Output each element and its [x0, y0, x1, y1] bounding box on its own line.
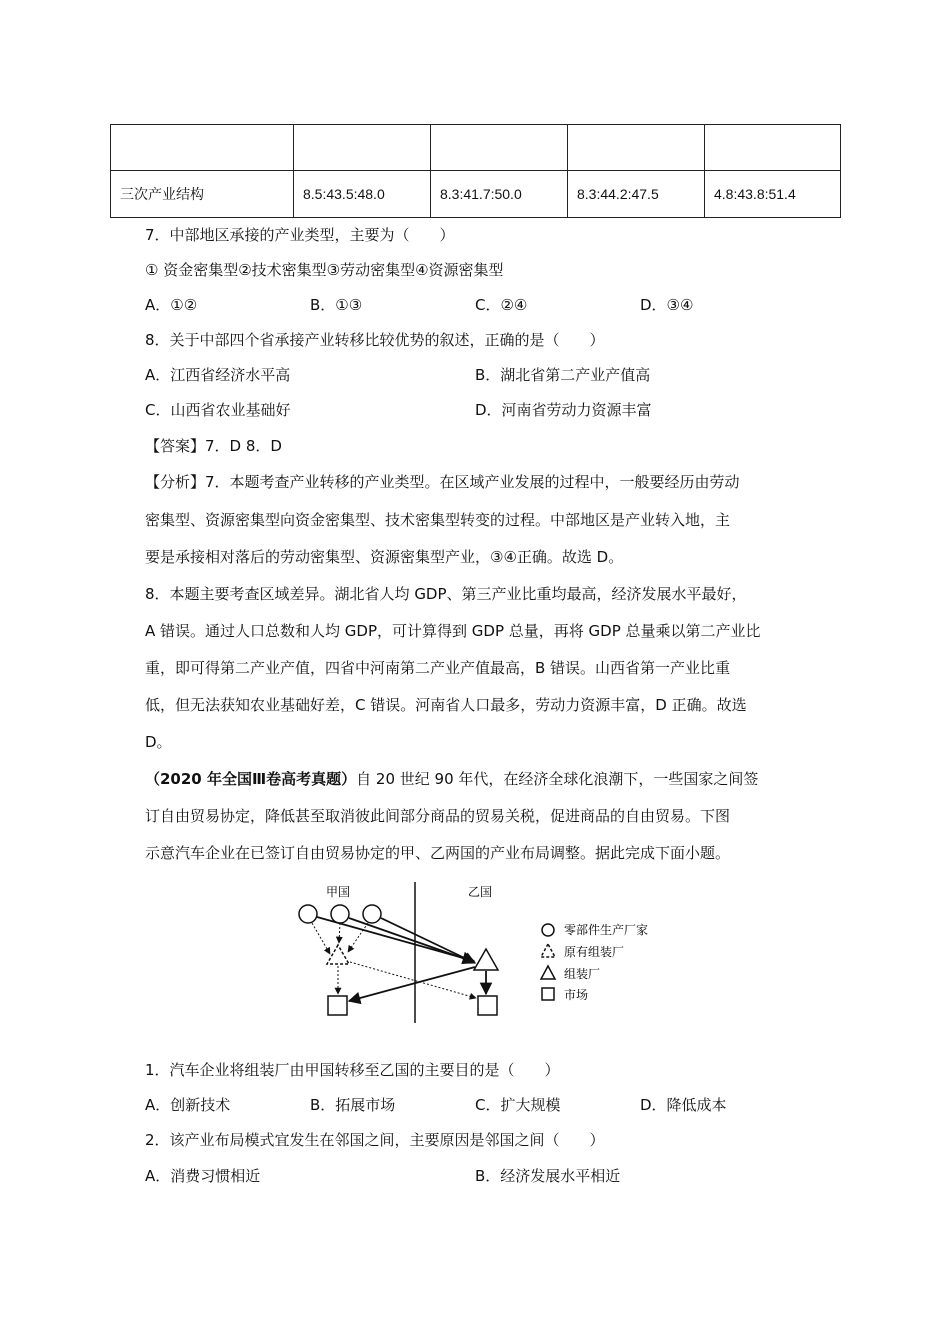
analysis-line: A 错误。通过人口总数和人均 GDP，可计算得到 GDP 总量，再将 GDP 总量乘以第二产业比	[145, 622, 761, 640]
question-1-option-a: A．创新技术	[145, 1096, 231, 1114]
intro-line-2: 订自由贸易协定，降低甚至取消彼此间部分商品的贸易关税，促进商品的自由贸易。下图	[145, 807, 731, 825]
table-cell	[431, 125, 568, 171]
table-row	[111, 125, 841, 171]
legend-assembly-icon	[541, 966, 555, 979]
table-cell: 4.8:43.8:51.4	[705, 171, 841, 218]
question-7-option-b: B．①③	[310, 296, 363, 314]
assembly-plant-icon	[474, 949, 498, 970]
original-assembly-plant-icon	[327, 945, 349, 964]
parts-factory-icon	[331, 905, 349, 923]
question-8-option-b: B．湖北省第二产业产值高	[475, 366, 651, 384]
market-a-icon	[328, 996, 347, 1015]
legend-assembly-label: 组装厂	[564, 967, 601, 981]
dotted-flow-arrow	[312, 923, 330, 954]
legend-parts-label: 零部件生产厂家	[564, 923, 649, 937]
question-8-option-c: C．山西省农业基础好	[145, 401, 291, 419]
question-8-stem: 8．关于中部四个省承接产业转移比较优势的叙述，正确的是（ ）	[145, 331, 605, 349]
table-cell	[568, 125, 705, 171]
question-1-option-b: B．拓展市场	[310, 1096, 396, 1114]
analysis-line: 低，但无法获知农业基础好差，C 错误。河南省人口最多，劳动力资源丰富，D 正确。故选	[145, 696, 747, 714]
question-2-stem: 2．该产业布局模式宜发生在邻国之间，主要原因是邻国之间（ ）	[145, 1131, 605, 1149]
table-cell: 8.3:44.2:47.5	[568, 171, 705, 218]
table-cell	[294, 125, 431, 171]
parts-factory-icon	[299, 905, 317, 923]
question-2-option-a: A．消费习惯相近	[145, 1167, 261, 1185]
table-cell	[705, 125, 841, 171]
solid-flow-arrow	[381, 918, 475, 963]
question-1-stem: 1．汽车企业将组装厂由甲国转移至乙国的主要目的是（ ）	[145, 1061, 560, 1079]
question-7-items: ① 资金密集型②技术密集型③劳动密集型④资源密集型	[145, 261, 504, 279]
country-b-label: 乙国	[468, 885, 493, 899]
market-b-icon	[478, 996, 497, 1015]
question-2-option-b: B．经济发展水平相近	[475, 1167, 621, 1185]
legend-market-label: 市场	[564, 988, 589, 1002]
legend-original-assembly-icon	[541, 944, 555, 957]
intro-line-1	[145, 769, 758, 789]
analysis-line: D。	[145, 733, 172, 751]
analysis-line: 【分析】7．本题考查产业转移的产业类型。在区域产业发展的过程中，一般要经历由劳动	[145, 473, 740, 491]
solid-flow-arrow	[349, 967, 475, 1001]
table-cell	[111, 125, 294, 171]
solid-flow-arrow	[349, 918, 474, 962]
intro-text: 自 20 世纪 90 年代，在经济全球化浪潮下，一些国家之间签	[356, 770, 759, 788]
question-8-option-d: D．河南省劳动力资源丰富	[475, 401, 652, 419]
legend-original-assembly-label: 原有组装厂	[564, 945, 625, 959]
industry-structure-table	[110, 124, 841, 218]
question-7-option-d: D．③④	[640, 296, 694, 314]
analysis-line: 重，即可得第二产业产值，四省中河南第二产业产值最高，B 错误。山西省第一产业比重	[145, 659, 731, 677]
dotted-flow-arrow	[339, 923, 340, 943]
country-a-label: 甲国	[326, 885, 351, 899]
analysis-line: 要是承接相对落后的劳动密集型、资源密集型产业，③④正确。故选 D。	[145, 548, 624, 566]
dotted-flow-arrow	[350, 962, 476, 998]
question-8-option-a: A．江西省经济水平高	[145, 366, 291, 384]
question-1-option-c: C．扩大规模	[475, 1096, 561, 1114]
question-7-option-a: A．①②	[145, 296, 198, 314]
question-7-option-c: C．②④	[475, 296, 528, 314]
industry-layout-diagram	[290, 878, 670, 1028]
table-cell: 8.5:43.5:48.0	[294, 171, 431, 218]
table-row-label: 三次产业结构	[111, 171, 294, 218]
table-cell: 8.3:41.7:50.0	[431, 171, 568, 218]
analysis-line: 8．本题主要考查区域差异。湖北省人均 GDP、第三产业比重均最高，经济发展水平最好，	[145, 585, 747, 603]
source-label: （2020 年全国Ⅲ卷高考真题）	[145, 770, 357, 788]
table-row	[111, 171, 841, 218]
question-7-stem: 7．中部地区承接的产业类型，主要为（ ）	[145, 226, 455, 244]
analysis-line: 密集型、资源密集型向资金密集型、技术密集型转变的过程。中部地区是产业转入地，主	[145, 511, 731, 529]
answer-line: 【答案】7．D 8．D	[145, 437, 282, 455]
intro-line-3: 示意汽车企业在已签订自由贸易协定的甲、乙两国的产业布局调整。据此完成下面小题。	[145, 844, 731, 862]
legend-parts-icon	[542, 924, 554, 936]
question-1-option-d: D．降低成本	[640, 1096, 727, 1114]
parts-factory-icon	[363, 905, 381, 923]
legend-market-icon	[542, 988, 554, 1000]
